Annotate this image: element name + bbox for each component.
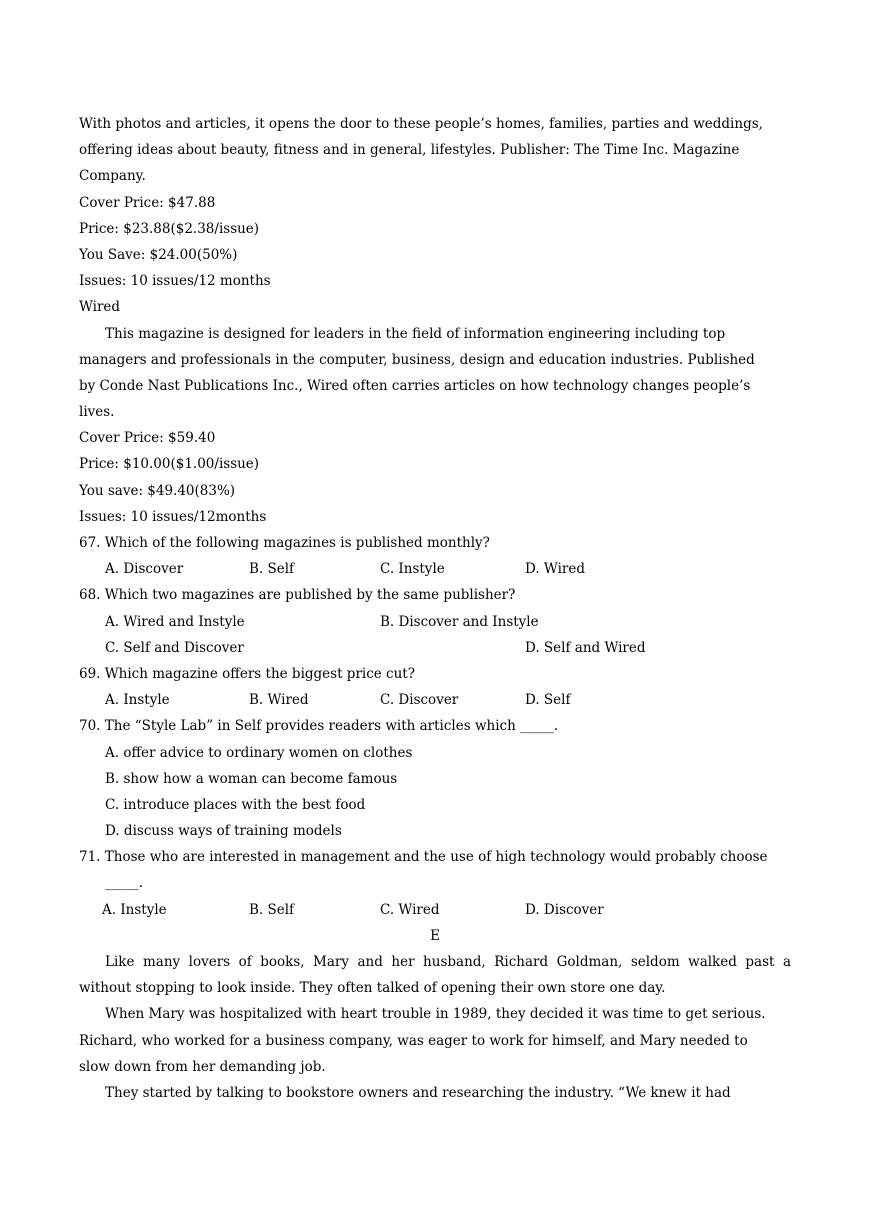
wired-title: Wired [79, 299, 121, 316]
section-e-para-line: Like many lovers of books, Mary and her husband, Richard Goldman, seldom walked past a [105, 954, 791, 970]
question-stem-blank: _____. [105, 875, 144, 892]
question-options [79, 635, 791, 661]
question-stem: 67. Which of the following magazines is published monthly? [79, 535, 490, 551]
question-options [79, 687, 791, 713]
option: C. introduce places with the best food [105, 796, 366, 813]
wired-para-line: by Conde Nast Publications Inc., Wired often carries articles on how technology changes people’s [79, 377, 751, 394]
question-options [79, 556, 791, 582]
option: A. offer advice to ordinary women on clothes [105, 744, 413, 761]
wired-para-line: lives. [79, 404, 115, 421]
option: D. Self and Wired [525, 639, 646, 656]
option: C. Instyle [380, 561, 445, 578]
section-e-para-line: slow down from her demanding job. [79, 1058, 326, 1075]
option: C. Discover [380, 692, 459, 709]
question-stem: 69. Which magazine offers the biggest price cut? [79, 665, 415, 682]
wired-cover-price: Cover Price: $59.40 [79, 430, 216, 447]
self-para-line: offering ideas about beauty, fitness and in general, lifestyles. Publisher: The Time Inc. Magazine [79, 142, 740, 159]
option: D. Self [525, 692, 571, 709]
self-issues: Issues: 10 issues/12 months [79, 273, 271, 290]
question-options [79, 609, 791, 635]
option: A. Instyle [105, 692, 170, 709]
wired-para-line: This magazine is designed for leaders in the field of information engineering including top [105, 325, 726, 342]
wired-you-save: You save: $49.40(83%) [79, 482, 236, 499]
section-e-para-line: without stopping to look inside. They often talked of opening their own store one day. [79, 980, 666, 997]
option: D. Wired [525, 561, 585, 578]
section-heading: E [430, 927, 440, 944]
self-price: Price: $23.88($2.38/issue) [79, 220, 260, 237]
option: D. discuss ways of training models [105, 823, 342, 840]
option: B. Self [249, 901, 295, 918]
question-stem: 70. The “Style Lab” in Self provides readers with articles which _____. [79, 718, 559, 735]
option: B. Wired [249, 692, 309, 709]
section-e-para-line: They started by talking to bookstore owners and researching the industry. “We knew it had [105, 1084, 731, 1101]
section-e-para-line: When Mary was hospitalized with heart trouble in 1989, they decided it was time to get serious. [105, 1006, 766, 1023]
option: A. Instyle [102, 901, 167, 918]
self-you-save: You Save: $24.00(50%) [79, 246, 238, 263]
option: B. Self [249, 561, 295, 578]
wired-para-line: managers and professionals in the computer, business, design and education industries. Published [79, 351, 755, 368]
option: B. show how a woman can become famous [105, 770, 398, 787]
question-stem: 68. Which two magazines are published by the same publisher? [79, 587, 516, 604]
section-e-para-line: Richard, who worked for a business company, was eager to work for himself, and Mary needed to [79, 1032, 748, 1049]
self-para-line: With photos and articles, it opens the door to these people’s homes, families, parties and weddings, [79, 116, 763, 132]
self-cover-price: Cover Price: $47.88 [79, 194, 216, 211]
option: B. Discover and Instyle [380, 613, 539, 630]
question-stem: 71. Those who are interested in management and the use of high technology would probably choose [79, 849, 768, 866]
option: A. Wired and Instyle [105, 613, 245, 630]
document-page [79, 111, 791, 1106]
wired-price: Price: $10.00($1.00/issue) [79, 456, 260, 473]
option: C. Self and Discover [105, 639, 244, 656]
wired-issues: Issues: 10 issues/12months [79, 508, 267, 525]
self-para-line: Company. [79, 168, 146, 185]
option: C. Wired [380, 901, 440, 918]
question-options [79, 897, 791, 923]
option: D. Discover [525, 901, 604, 918]
option: A. Discover [105, 561, 184, 578]
